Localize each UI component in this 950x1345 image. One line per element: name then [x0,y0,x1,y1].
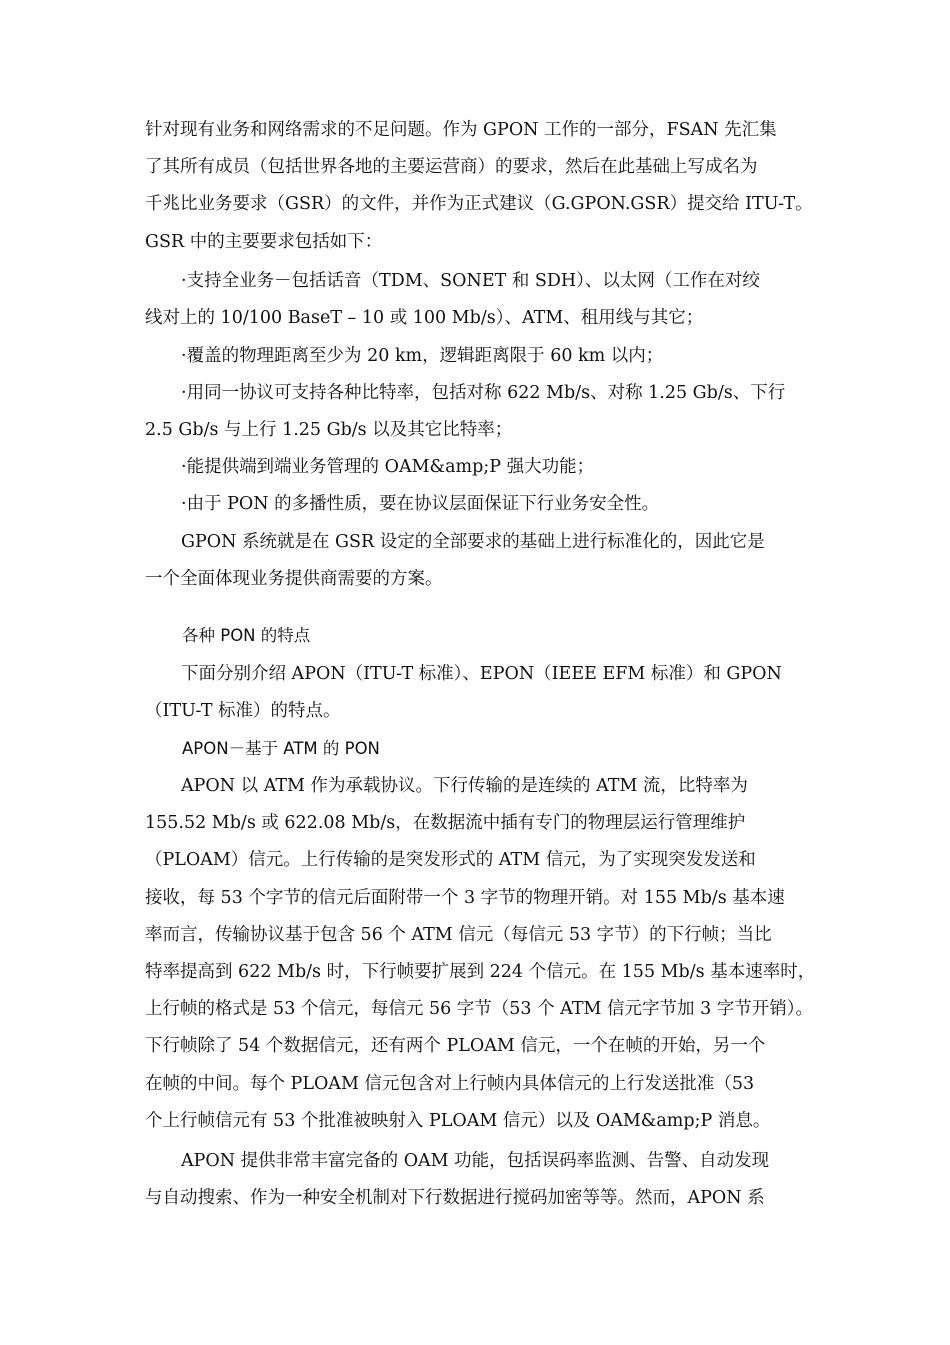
text-line: 了其所有成员（包括世界各地的主要运营商）的要求，然后在此基础上写成名为 [145,157,758,178]
text-line: 千兆比业务要求（GSR）的文件，并作为正式建议（G.GPON.GSR）提交给 ITU-T。 [145,194,813,215]
bullet-security [145,486,810,523]
text-line: 个上行帧信元有 53 个批准被映射入 PLOAM 信元）以及 OAM&amp;P 消息。 [145,1110,771,1131]
section-heading-pon-features: 各种 PON 的特点 [182,626,311,645]
text-line: ·能提供端到端业务管理的 OAM&amp;P 强大功能； [181,457,595,477]
paragraph-intro [145,112,813,261]
text-line: 率而言，传输协议基于包含 56 个 ATM 信元（每信元 53 字节）的下行帧；当比 [145,924,772,945]
text-line: 针对现有业务和网络需求的不足问题。作为 GPON 工作的一部分，FSAN 先汇集 [145,120,777,140]
text-line: APON 以 ATM 作为承载协议。下行传输的是连续的 ATM 流，比特率为 [181,776,748,796]
text-line: 一个全面体现业务提供商需要的方案。 [145,569,443,590]
text-line: GPON 系统就是在 GSR 设定的全部要求的基础上进行标准化的，因此它是 [181,532,765,552]
paragraph-apon-oam [145,1143,810,1217]
bullet-distance [145,338,810,375]
text-line: 线对上的 10/100 BaseT – 10 或 100 Mb/s）、ATM、租用线与其它； [145,308,704,329]
text-line: APON 提供非常丰富完备的 OAM 功能，包括误码率监测、告警、自动发现 [181,1151,770,1171]
text-line: 特率提高到 622 Mb/s 时，下行帧要扩展到 224 个信元。在 155 Mb/s 基本速率时， [145,961,816,982]
text-line: （ITU-T 标准）的特点。 [145,701,341,722]
text-line: ·支持全业务－包括话音（TDM、SONET 和 SDH）、以太网（工作在对绞 [181,271,760,291]
paragraph-apon-description [145,768,816,1140]
text-line: 2.5 Gb/s 与上行 1.25 Gb/s 以及其它比特率； [145,420,513,441]
text-line: （PLOAM）信元。上行传输的是突发形式的 ATM 信元，为了实现突发发送和 [145,850,756,871]
text-line: GSR 中的主要要求包括如下： [145,231,383,252]
text-line: 在帧的中间。每个 PLOAM 信元包含对上行帧内具体信元的上行发送批准（53 [145,1073,755,1094]
section-heading-apon: APON－基于 ATM 的 PON [182,739,380,758]
text-line: ·覆盖的物理距离至少为 20 km，逻辑距离限于 60 km 以内； [181,346,664,366]
text-line: 下行帧除了 54 个数据信元，还有两个 PLOAM 信元，一个在帧的开始，另一个 [145,1036,766,1057]
text-line: 下面分别介绍 APON（ITU-T 标准）、EPON（IEEE EFM 标准）和 GPON [181,664,782,684]
bullet-oam [145,449,810,486]
paragraph-gpon-summary [145,524,810,598]
text-line: ·由于 PON 的多播性质，要在协议层面保证下行业务安全性。 [181,494,660,514]
paragraph-pon-overview [145,656,810,730]
text-line: 上行帧的格式是 53 个信元，每信元 56 字节（53 个 ATM 信元字节加 3 字节开销）。 [145,999,814,1020]
bullet-full-service [145,263,810,337]
text-line: ·用同一协议可支持各种比特率，包括对称 622 Mb/s、对称 1.25 Gb/s、下行 [181,383,786,403]
text-line: 接收，每 53 个字节的信元后面附带一个 3 字节的物理开销。对 155 Mb/s 基本速 [145,887,785,908]
text-line: 155.52 Mb/s 或 622.08 Mb/s，在数据流中插有专门的物理层运行管理维护 [145,813,746,834]
bullet-bitrates [145,375,810,449]
text-line: 与自动搜索、作为一种安全机制对下行数据进行搅码加密等等。然而，APON 系 [145,1188,765,1209]
